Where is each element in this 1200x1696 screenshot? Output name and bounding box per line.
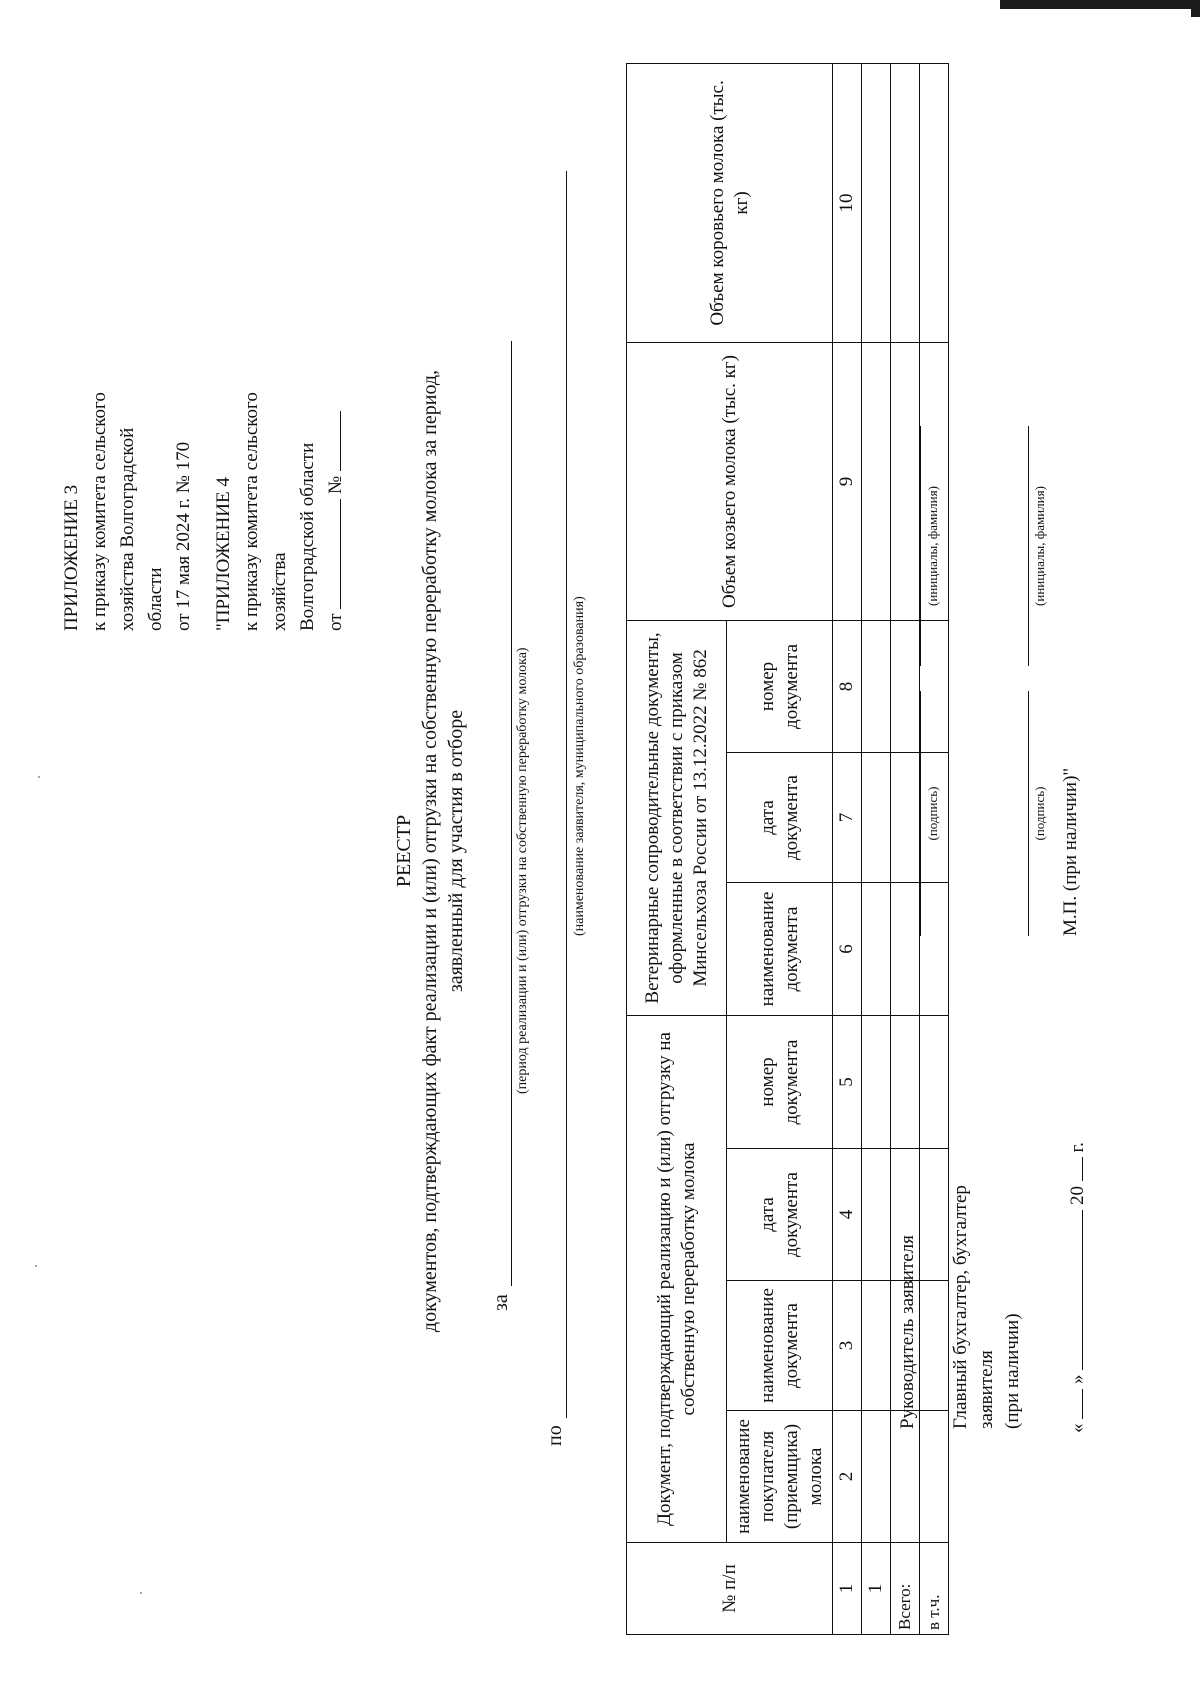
header-num: № п/п <box>627 1543 833 1635</box>
appendix-3-line: области <box>145 567 166 631</box>
table-cell <box>862 882 891 1015</box>
header-vet-doc-number: номер документа <box>727 620 833 752</box>
row-number: 1 <box>862 1543 891 1635</box>
table-cell <box>920 1149 949 1281</box>
total-label: Всего: <box>891 1543 920 1635</box>
header-vet-doc-name: наименование документа <box>727 882 833 1015</box>
header-cow-volume: Объем коровьего молока (тыс. кг) <box>627 63 833 342</box>
chief-accountant-line: заявителя <box>976 1350 997 1429</box>
header-buyer: наименование покупателя (приемщика) молока <box>727 1411 833 1543</box>
column-number: 8 <box>833 620 862 752</box>
year-blank <box>1082 1157 1083 1181</box>
appendix-3-line: к приказу комитета сельского <box>89 392 110 631</box>
appendix-4-line: к приказу комитета сельского <box>241 392 262 631</box>
table-cell <box>920 63 949 342</box>
table-cell <box>920 1281 949 1411</box>
table-cell <box>891 63 920 342</box>
appendix-4-date-line <box>322 311 350 631</box>
year-suffix: г. <box>1067 1142 1088 1153</box>
header-doc-date: дата документа <box>727 1149 833 1281</box>
chief-accountant-label <box>948 1185 1026 1429</box>
number-sign: № <box>325 475 346 494</box>
appendix-3-line: ПРИЛОЖЕНИЕ 3 <box>61 484 82 631</box>
applicant-blank-line <box>566 171 567 1418</box>
column-number: 1 <box>833 1543 862 1635</box>
column-number-row <box>833 63 862 1634</box>
table-cell <box>891 620 920 752</box>
day-blank <box>1082 1389 1083 1419</box>
document-title: РЕЕСТР <box>393 814 415 888</box>
appendix-3-line: от 17 мая 2024 г. № 170 <box>173 441 194 631</box>
appendix-4-block <box>210 311 350 631</box>
head-name-caption: (инициалы, фамилия) <box>925 486 940 606</box>
column-number: 6 <box>833 882 862 1015</box>
document-subtitle: документов, подтверждающих факт реализации и (или) отгрузки на собственную переработку молока за период, <box>419 369 441 1333</box>
appendix-3-line: хозяйства Волгоградской <box>117 427 138 631</box>
head-name-line <box>920 426 921 666</box>
column-number: 2 <box>833 1411 862 1543</box>
header-doc-number: номер документа <box>727 1015 833 1148</box>
head-label: Руководитель заявителя <box>897 1235 918 1429</box>
period-prefix: за <box>490 1294 512 1311</box>
applicant-prefix: по <box>544 1425 566 1446</box>
table-cell <box>862 1281 891 1411</box>
date-line <box>1065 1142 1091 1433</box>
accountant-name-caption: (инициалы, фамилия) <box>1032 486 1047 606</box>
table-cell <box>891 1411 920 1543</box>
table-cell <box>920 1015 949 1148</box>
table-cell <box>891 882 920 1015</box>
column-number: 5 <box>833 1015 862 1148</box>
table-cell <box>891 1015 920 1148</box>
table-cell <box>862 1411 891 1543</box>
date-close-quote: » <box>1067 1374 1088 1384</box>
period-blank-line <box>511 341 512 1286</box>
appendix-4-line: хозяйства <box>269 552 290 631</box>
chief-accountant-line: (при наличии) <box>1002 1313 1023 1429</box>
year-prefix: 20 <box>1067 1186 1088 1205</box>
table-row <box>862 63 891 1634</box>
header-goat-volume: Объем козьего молока (тыс. кг) <box>627 342 833 620</box>
table-cell <box>862 63 891 342</box>
table-cell <box>862 342 891 620</box>
date-prefix: от <box>325 613 346 631</box>
table-cell <box>862 1149 891 1281</box>
column-number: 7 <box>833 752 862 882</box>
column-number: 9 <box>833 342 862 620</box>
date-open-quote: « <box>1067 1423 1088 1433</box>
header-vet-doc-date: дата документа <box>727 752 833 882</box>
table-cell <box>862 1015 891 1148</box>
accountant-name-line <box>1028 426 1029 666</box>
table-cell <box>891 752 920 882</box>
month-blank <box>1082 1210 1083 1370</box>
appendix-3-block <box>58 311 198 631</box>
column-number: 4 <box>833 1149 862 1281</box>
header-shipment-group: Документ, подтверждающий реализацию и (или) отгрузку на собственную переработку молока <box>627 1015 727 1542</box>
table-cell <box>862 620 891 752</box>
header-vet-group: Ветеринарные сопроводительные документы, оформленные в соответствии с приказом Минсельхоза России от 13.12.2022 № 862 <box>627 620 727 1015</box>
document-subtitle: заявленный для участия в отборе <box>445 709 467 993</box>
head-signature-caption: (подпись) <box>925 786 940 841</box>
appendix-4-line: "ПРИЛОЖЕНИЕ 4 <box>213 477 234 631</box>
date-blank <box>340 499 341 609</box>
column-number: 10 <box>833 63 862 342</box>
number-blank <box>340 411 341 471</box>
chief-accountant-line: Главный бухгалтер, бухгалтер <box>950 1185 971 1429</box>
column-number: 3 <box>833 1281 862 1411</box>
accountant-signature-line <box>1028 691 1029 936</box>
table-cell <box>920 1411 949 1543</box>
table-header-row <box>627 63 727 1634</box>
head-signature-line <box>920 691 921 936</box>
table-cell <box>891 342 920 620</box>
table-cell <box>862 752 891 882</box>
appendix-4-line: Волгоградской области <box>297 442 318 631</box>
period-caption: (период реализации и (или) отгрузки на собственную переработку молока) <box>515 647 530 1094</box>
including-label: в т.ч. <box>920 1543 949 1635</box>
header-doc-name: наименование документа <box>727 1281 833 1411</box>
applicant-caption: (наименование заявителя, муниципального образования) <box>572 596 587 936</box>
accountant-signature-caption: (подпись) <box>1032 786 1047 841</box>
stamp-place: М.П. (при наличии)" <box>1060 767 1081 936</box>
